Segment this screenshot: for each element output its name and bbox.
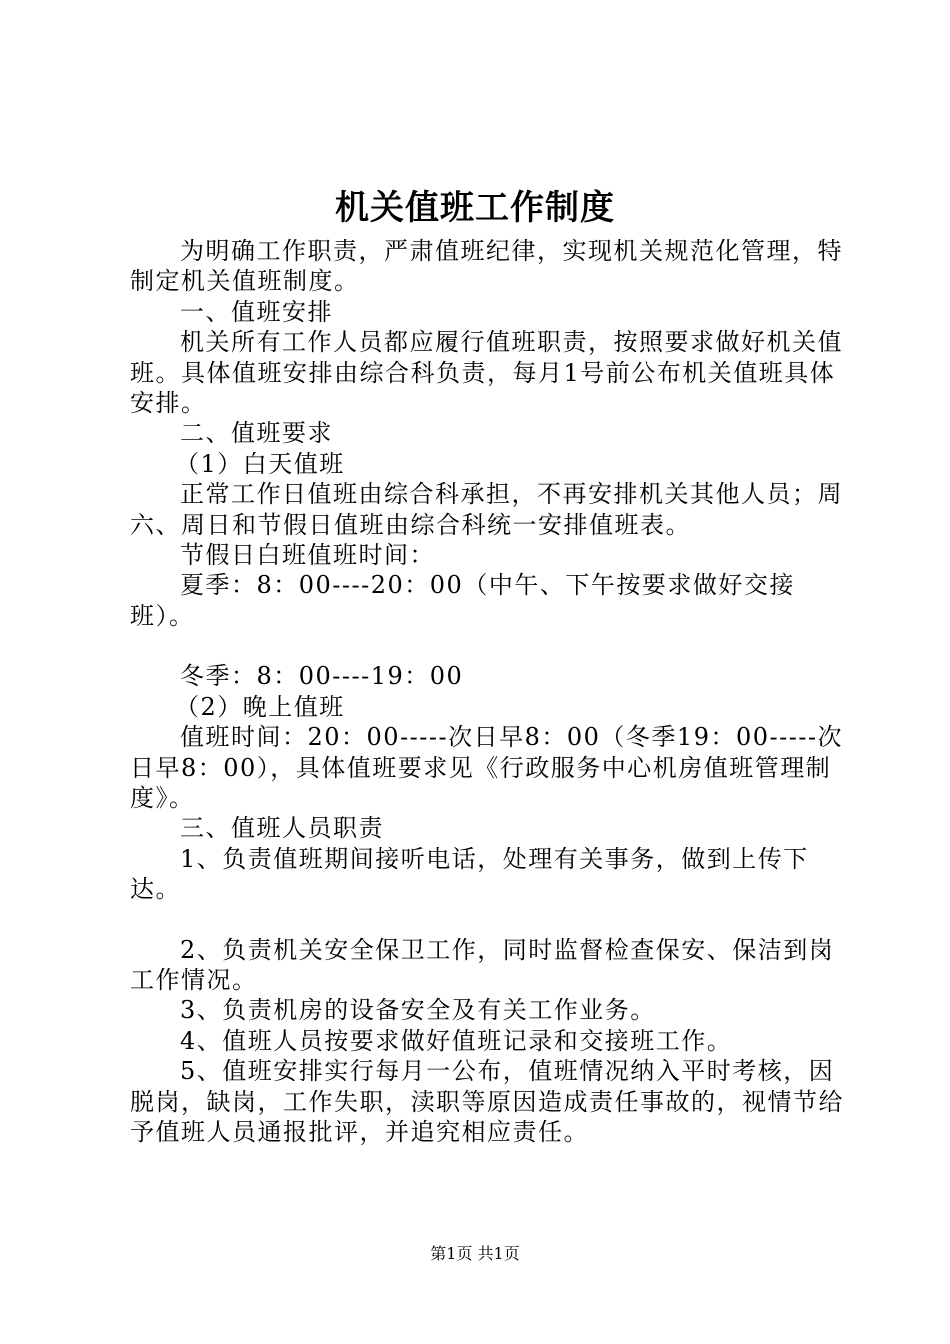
section-heading-schedule: 一、值班安排 xyxy=(180,297,333,326)
winter-hours: 冬季：8：00----19：00 xyxy=(180,662,464,691)
duty-item-2: 2、负责机关安全保卫工作，同时监督检查保安、保洁到岗工作情况。 xyxy=(130,935,835,994)
duty-item-5: 5、值班安排实行每月一公布，值班情况纳入平时考核，因脱岗，缺岗，工作失职，渎职等原因造成责任事故的，视情节给予值班人员通报批评，并追究相应责任。 xyxy=(130,1057,844,1146)
schedule-paragraph: 机关所有工作人员都应履行值班职责，按照要求做好机关值班。具体值班安排由综合科负责，每月1号前公布机关值班具体安排。 xyxy=(130,328,843,418)
subheading-day-duty: （1）白天值班 xyxy=(175,449,345,478)
intro-paragraph: 为明确工作职责，严肃值班纪律，实现机关规范化管理，特制定机关值班制度。 xyxy=(130,237,843,296)
duty-item-4: 4、值班人员按要求做好值班记录和交接班工作。 xyxy=(180,1026,733,1055)
document-title: 机关值班工作制度 xyxy=(335,188,615,228)
duty-item-1: 1、负责值班期间接听电话，处理有关事务，做到上传下达。 xyxy=(130,844,809,904)
night-duty-paragraph: 值班时间：20：00-----次日早8：00（冬季19：00-----次日早8：00），具体值班要求见《行政服务中心机房值班管理制度》。 xyxy=(130,723,844,812)
duty-item-3: 3、负责机房的设备安全及有关工作业务。 xyxy=(180,996,656,1025)
section-heading-requirements: 二、值班要求 xyxy=(180,419,333,448)
day-duty-paragraph: 正常工作日值班由综合科承担，不再安排机关其他人员；周六、周日和节假日值班由综合科统一安排值班表。 xyxy=(130,480,843,539)
subheading-night-duty: （2）晚上值班 xyxy=(175,692,345,721)
section-heading-duties: 三、值班人员职责 xyxy=(180,814,384,843)
page-footer: 第1页 共1页 xyxy=(430,1244,520,1263)
document-body xyxy=(130,236,852,1147)
summer-hours: 夏季：8：00----20：00（中午、下午按要求做好交接班）。 xyxy=(130,571,795,630)
holiday-hours-label: 节假日白班值班时间： xyxy=(180,541,435,570)
